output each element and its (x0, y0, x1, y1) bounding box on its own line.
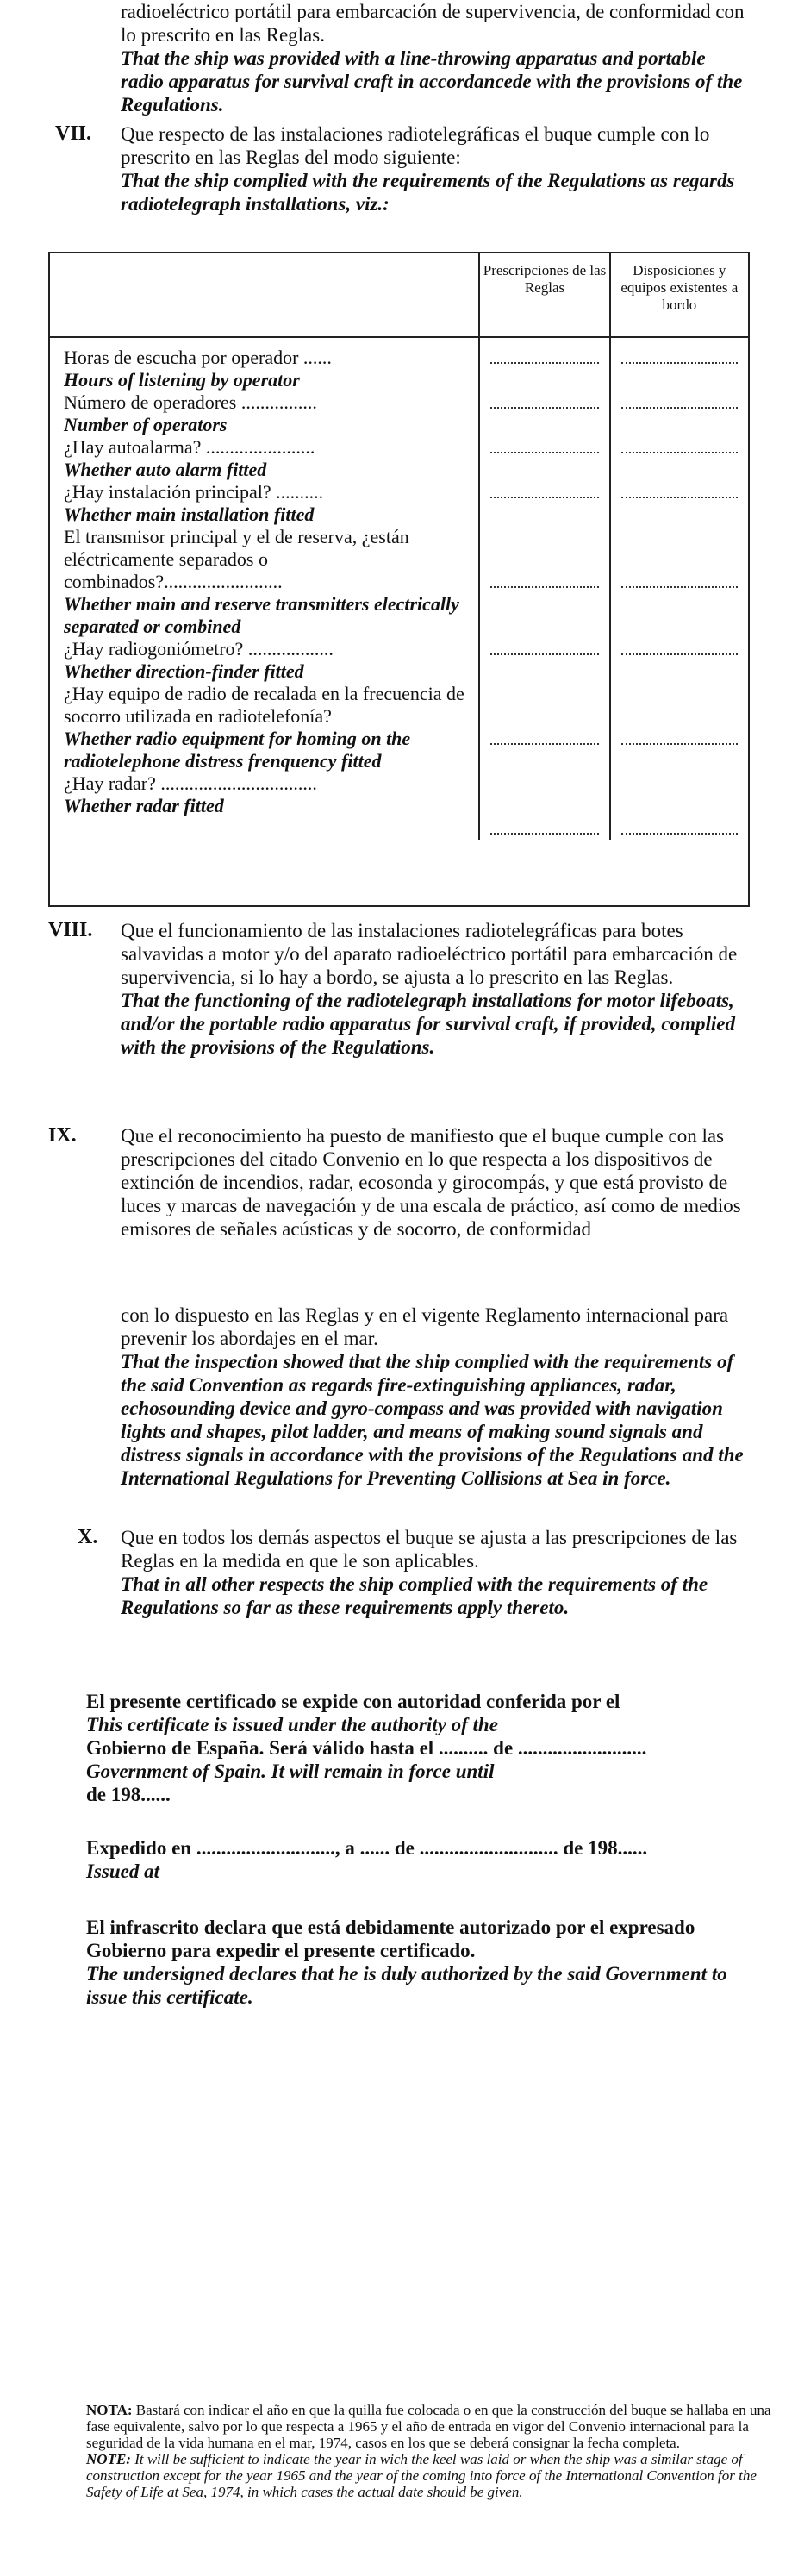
footnote (86, 2402, 776, 2500)
certificate-validity (86, 1690, 750, 1806)
table-header-empty (50, 253, 479, 337)
row-english: Whether radar fitted (64, 795, 224, 816)
row-spanish: El transmisor principal y el de reserva, ¿están eléctricamente separados o combinados?......................... (64, 526, 409, 592)
table-row (50, 526, 478, 638)
dotted-fill-line (611, 638, 748, 660)
row-english: Whether direction-finder fitted (64, 660, 304, 682)
section-viii (48, 919, 750, 1059)
section-english-text: That the functioning of the radiotelegraph installations for motor lifeboats, and/or the portable radio apparatus for survival craft, if provided, complied with the provisions of the Regulations. (121, 990, 735, 1058)
row-spanish: Número de operadores ................ (64, 391, 317, 413)
dotted-fill-line (480, 526, 608, 593)
dotted-fill-line (480, 817, 608, 840)
dotted-fill-line (611, 683, 748, 750)
row-spanish: ¿Hay autoalarma? ....................... (64, 436, 315, 458)
row-english: Whether radio equipment for homing on the radiotelephone distress frenquency fitted (64, 728, 411, 772)
dotted-fill-line (611, 526, 748, 593)
dotted-fill-line (611, 436, 748, 459)
footnote-english (86, 2451, 776, 2500)
existing-column (610, 337, 748, 840)
issued-english: Issued at (86, 1860, 159, 1882)
section-english-text: That the ship complied with the requirements of the Regulations as regards radiotelegraph installations, viz.: (121, 170, 735, 215)
row-english: Whether main and reserve transmitters electrically separated or combined (64, 593, 459, 637)
footnote-spanish (86, 2402, 776, 2451)
dotted-fill-line (480, 683, 608, 750)
section-english-text: That the inspection showed that the ship complied with the requirements of the said Convention as regards fire-extinguishing appliances, radar, echosounding device and gyro-compass and was provided with navigation lights and shapes, pilot ladder, and means of making sound signals and distress signals in accordance with the provisions of the Regulations and the International Regulations for Preventing Collisions at Sea in force. (121, 1351, 744, 1489)
table-questions-cell (50, 337, 479, 840)
section-vi-english-text: That the ship was provided with a line-throwing apparatus and portable radio apparatus for survival craft in accordancede with the provisions of the Regulations. (121, 47, 743, 116)
note-label: NOTA: (86, 2402, 133, 2418)
section-spanish-text: Que el reconocimiento ha puesto de manifiesto que el buque cumple con las prescripciones del citado Convenio en lo que respecta a los dispositivos de extinción de incendios, radar, ecosonda y girocompás, y que está provisto de luces y marcas de navegación y de una escala de práctico, así como de medios emisores de señales acústicas y de socorro, de conformidad (121, 1125, 741, 1240)
section-spanish-text: Que en todos los demás aspectos el buque se ajusta a las prescripciones de las Reglas en la medida en que le son aplicables. (121, 1527, 738, 1572)
section-vii (55, 122, 750, 216)
row-english: Number of operators (64, 414, 228, 435)
issued-at (86, 1836, 750, 1883)
row-spanish: ¿Hay instalación principal? .......... (64, 481, 324, 503)
section-spanish-text: Que el funcionamiento de las instalaciones radiotelegráficas para botes salvavidas a motor y/o del aparato radioeléctrico portátil para embarcación de supervivencia, si lo hay a bordo, se ajusta a lo prescrito en las Reglas. (121, 920, 738, 988)
section-number: IX. (48, 1124, 77, 1147)
declaration-spanish: El infrascrito declara que está debidamente autorizado por el expresado Gobierno para expedir el presente certificado. (86, 1916, 695, 1961)
row-english: Hours of listening by operator (64, 369, 300, 391)
row-english: Whether main installation fitted (64, 503, 315, 525)
continued-section-vi (121, 0, 750, 116)
radio-installations-table (48, 252, 750, 907)
section-spanish-text: Que respecto de las instalaciones radiotelegráficas el buque cumple con lo prescrito en las Reglas del modo siguiente: (121, 123, 710, 168)
note-label: NOTE: (86, 2451, 131, 2467)
table-row (50, 391, 478, 436)
table-row (50, 481, 478, 526)
row-spanish: ¿Hay radiogoniómetro? .................. (64, 638, 334, 660)
table-row (50, 638, 478, 683)
requirements-column (479, 337, 609, 840)
dotted-fill-line (611, 817, 748, 840)
cert-line-5: de 198...... (86, 1784, 171, 1805)
section-number: VII. (55, 122, 92, 145)
section-vi-spanish-text: radioeléctrico portátil para embarcación de supervivencia, de conformidad con lo prescrito en las Reglas. (121, 1, 745, 46)
cert-line-3: Gobierno de España. Será válido hasta el .......... de .......................... (86, 1737, 647, 1759)
table-row (50, 683, 478, 772)
dotted-fill-line (611, 347, 748, 369)
section-number: VIII. (48, 919, 93, 941)
table-header-row (50, 253, 748, 337)
table-header-requirements: Prescripciones de las Reglas (479, 253, 609, 337)
section-ix (48, 1124, 750, 1241)
row-english: Whether auto alarm fitted (64, 459, 267, 480)
section-ix-continued (121, 1304, 750, 1490)
table-header-existing: Disposiciones y equipos existentes a bordo (610, 253, 748, 337)
row-spanish: Horas de escucha por operador ...... (64, 347, 332, 368)
table-body-row (50, 337, 748, 840)
section-number: X. (78, 1526, 98, 1548)
table-row (50, 772, 478, 817)
table-row (50, 436, 478, 481)
declaration (86, 1916, 750, 2009)
dotted-fill-line (480, 436, 608, 459)
dotted-fill-line (611, 481, 748, 503)
dotted-fill-line (480, 481, 608, 503)
declaration-english: The undersigned declares that he is duly authorized by the said Government to issue this certificate. (86, 1963, 727, 2008)
table-row (50, 347, 478, 391)
note-text: It will be sufficient to indicate the year in wich the keel was laid or when the ship was a similar stage of construction except for the year 1965 and the year of the coming into force of the International Convention for the Safety of Life at Sea, 1974, in which cases the actual date should be given. (86, 2451, 757, 2500)
dotted-fill-line (480, 391, 608, 414)
section-x (78, 1526, 750, 1619)
cert-line-2: This certificate is issued under the authority of the (86, 1714, 498, 1735)
row-spanish: ¿Hay equipo de radio de recalada en la frecuencia de socorro utilizada en radiotelefonía? (64, 683, 464, 727)
dotted-fill-line (480, 638, 608, 660)
cert-line-1: El presente certificado se expide con autoridad conferida por el (86, 1691, 620, 1712)
cert-line-4: Government of Spain. It will remain in force until (86, 1760, 495, 1782)
row-spanish: ¿Hay radar? ................................. (64, 772, 317, 794)
note-text: Bastará con indicar el año en que la quilla fue colocada o en que la construcción del buque se hallaba en una fase equivalente, salvo por lo que respecta a 1965 y el año de entrada en vigor del Convenio internacional para la seguridad de la vida humana en el mar, 1974, casos en los que se deberá consignar la fecha completa. (86, 2402, 771, 2451)
dotted-fill-line (480, 347, 608, 369)
section-english-text: That in all other respects the ship complied with the requirements of the Regulations so far as these requirements apply thereto. (121, 1573, 708, 1618)
section-spanish-continued: con lo dispuesto en las Reglas y en el vigente Reglamento internacional para prevenir los abordajes en el mar. (121, 1304, 729, 1349)
issued-spanish: Expedido en ............................, a ...... de ............................ de 198...... (86, 1837, 648, 1859)
dotted-fill-line (611, 391, 748, 414)
